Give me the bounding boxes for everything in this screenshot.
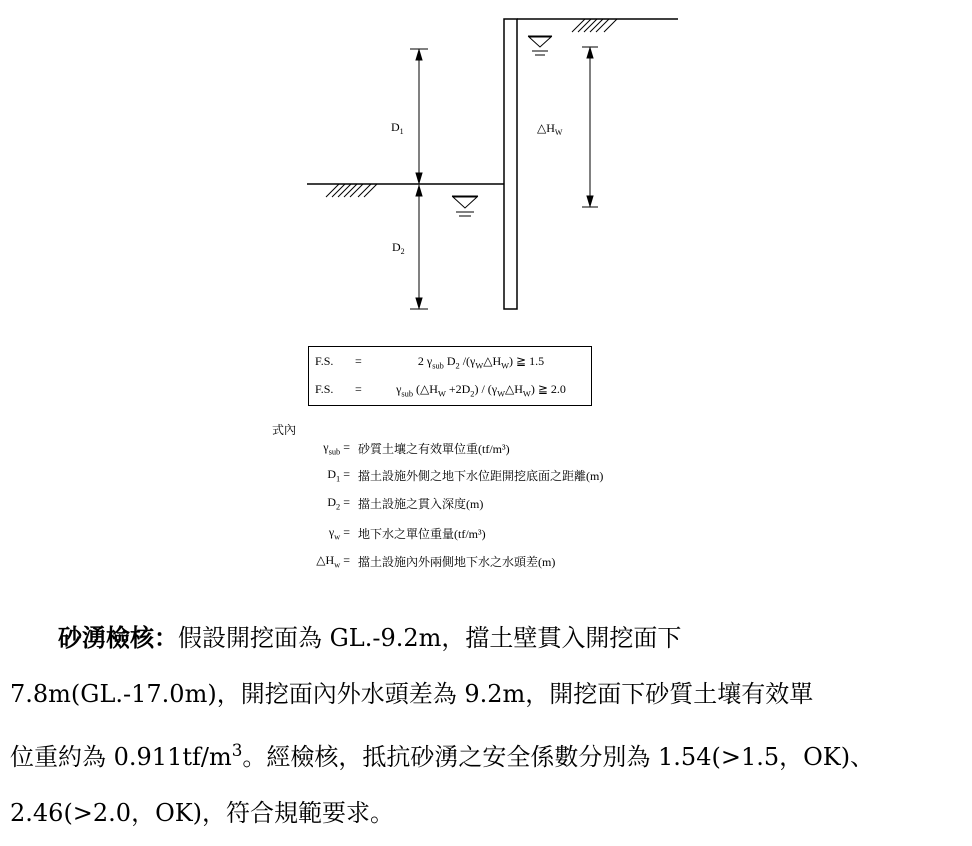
paragraph-line-2: 7.8m(GL.-17.0m)，開挖面內外水頭差為 9.2m，開挖面下砂質土壤有效單 bbox=[10, 680, 814, 708]
symbol: $\gamma_{sub}$ = bbox=[323, 440, 350, 457]
description: 擋土設施外側之地下水位距開挖底面之距離(m) bbox=[358, 469, 604, 483]
formula-row-1-label: F.S. bbox=[315, 354, 334, 368]
formula-row-2-label: F.S. bbox=[315, 382, 334, 396]
description: 砂質土壤之有效單位重(tf/m³) bbox=[358, 442, 510, 456]
sand-boil-check-paragraph bbox=[10, 610, 965, 841]
formula-row-2-eq: = bbox=[355, 382, 362, 396]
paragraph-line-4: 2.46(>2.0，OK)，符合規範要求。 bbox=[10, 799, 395, 827]
paragraph-line-1 bbox=[10, 610, 965, 666]
paragraph-line-3-sup: 3 bbox=[231, 740, 243, 760]
paragraph-line-1-text: 假設開挖面為 GL.-9.2m，擋土壁貫入開挖面下 bbox=[178, 624, 682, 652]
symbol: $\gamma_w$ = bbox=[328, 525, 350, 542]
label-d1: $D_1$ bbox=[391, 120, 404, 136]
paragraph-line-3-b: 。經檢核，抵抗砂湧之安全係數分別為 1.54(>1.5，OK)、 bbox=[242, 743, 875, 771]
formula-row-1-expr: 2 $\gamma_{sub}$ $D_2$ $/(\gamma_W\triangle H_W)$ ≧ 1.5 bbox=[417, 354, 545, 371]
description: 擋土設施內外兩側地下水之水頭差(m) bbox=[358, 555, 556, 569]
paragraph-line-3 bbox=[10, 722, 965, 785]
formula-row-2-expr: $\gamma_{sub}$ $(\triangle H_W +2D_2)$ / $(\gamma_W\triangle H_W)$ ≧ 2.0 bbox=[396, 382, 566, 399]
description: 地下水之單位重量(tf/m³) bbox=[358, 527, 486, 541]
formula-row-1-eq: = bbox=[355, 354, 362, 368]
symbol: $D_2$ = bbox=[327, 495, 350, 512]
paragraph-line-3-a: 位重約為 0.911tf/m bbox=[10, 743, 232, 771]
symbol: $\triangle H_w$ = bbox=[316, 553, 350, 570]
label-delta-hw: $\triangle H_W$ bbox=[537, 121, 563, 137]
paragraph-bold-lead: 砂湧檢核： bbox=[58, 623, 178, 652]
definitions-heading: 式內 bbox=[272, 423, 297, 437]
description: 擋土設施之貫入深度(m) bbox=[358, 497, 484, 511]
label-d2: $D_2$ bbox=[392, 240, 405, 256]
symbol: $D_1$ = bbox=[327, 467, 350, 484]
